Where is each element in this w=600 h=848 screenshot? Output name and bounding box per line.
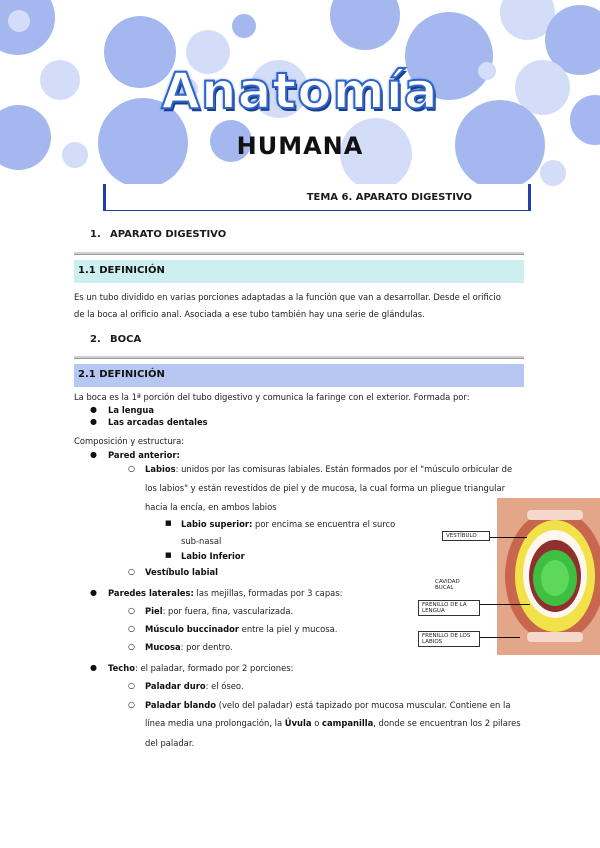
section-number: 1. bbox=[90, 229, 101, 240]
pointer-line bbox=[480, 604, 530, 605]
list-item: La lengua bbox=[108, 405, 155, 415]
list-item: Paredes laterales: las mejillas, formadas por 3 capas: bbox=[108, 588, 343, 598]
bullet-circle: ○ bbox=[128, 464, 135, 473]
document-title: Anatomía bbox=[161, 62, 439, 120]
section-title: BOCA bbox=[110, 334, 142, 345]
bullet-circle: ○ bbox=[128, 700, 135, 709]
divider bbox=[74, 356, 524, 359]
bullet-circle: ○ bbox=[128, 606, 135, 615]
list-item: Labio Inferior bbox=[181, 551, 245, 561]
list-item-continuation: sub-nasal bbox=[181, 536, 222, 546]
bullet-dot: ● bbox=[90, 450, 97, 459]
subsection-bar-2-1 bbox=[74, 364, 524, 387]
list-item: Labios: unidos por las comisuras labiales. Están formados por el "músculo orbicular de bbox=[145, 464, 513, 474]
figure-label-frenillo-lengua: FRENILLO DE LA LENGUA bbox=[418, 600, 480, 616]
list-item: Techo: el paladar, formado por 2 porciones: bbox=[108, 663, 294, 673]
composicion-label: Composición y estructura: bbox=[74, 436, 185, 446]
section-title: APARATO DIGESTIVO bbox=[110, 229, 227, 240]
list-item: Paladar duro: el óseo. bbox=[145, 681, 244, 691]
bullet-circle: ○ bbox=[128, 642, 135, 651]
bubble bbox=[330, 0, 400, 50]
pointer-line bbox=[480, 637, 520, 638]
bullet-square: ■ bbox=[165, 519, 172, 527]
list-item-continuation: los labios" y están revestidos de piel y de mucosa, la cual forma un pliegue triangular bbox=[145, 483, 506, 493]
paragraph-line: de la boca al orificio anal. Asociada a ese tubo también hay una serie de glándulas. bbox=[74, 309, 425, 319]
figure-label-frenillo-labios: FRENILLO DE LOS LABIOS bbox=[418, 631, 480, 647]
bullet-dot: ● bbox=[90, 417, 97, 426]
section-number: 2. bbox=[90, 334, 101, 345]
bubble bbox=[232, 14, 256, 38]
list-item: Labio superior: por encima se encuentra el surco bbox=[181, 519, 396, 529]
section-heading-1 bbox=[90, 229, 226, 240]
list-item-continuation: hacia la encía, en ambos labios bbox=[145, 502, 277, 512]
subsection-bar-1-1 bbox=[74, 260, 524, 283]
figure-label-vestibulo: VESTÍBULO bbox=[442, 531, 490, 541]
list-item-continuation: línea media una prolongación, la Úvula o campanilla, donde se encuentran los 2 pilares bbox=[145, 718, 521, 728]
bullet-dot: ● bbox=[90, 588, 97, 597]
list-item: Pared anterior: bbox=[108, 450, 180, 460]
bullet-square: ■ bbox=[165, 551, 172, 559]
bullet-circle: ○ bbox=[128, 624, 135, 633]
list-item: Piel: por fuera, fina, vascularizada. bbox=[145, 606, 294, 616]
list-item-continuation: del paladar. bbox=[145, 738, 195, 748]
bullet-dot: ● bbox=[90, 663, 97, 672]
paragraph-line: Es un tubo dividido en varias porciones adaptadas a la función que van a desarrollar. Desde el orificio bbox=[74, 292, 501, 302]
figure-label-cavidad: CAVIDAD BUCAL bbox=[432, 578, 476, 592]
tema-heading: TEMA 6. APARATO DIGESTIVO bbox=[306, 192, 472, 203]
section-heading-2 bbox=[90, 334, 141, 345]
bullet-circle: ○ bbox=[128, 681, 135, 690]
mouth-anatomy-image bbox=[497, 498, 600, 655]
document-subtitle: HUMANA bbox=[236, 132, 364, 160]
pointer-line bbox=[487, 537, 527, 538]
list-item: Músculo buccinador entre la piel y mucosa. bbox=[145, 624, 338, 634]
divider bbox=[74, 252, 524, 255]
list-item: Vestíbulo labial bbox=[145, 567, 218, 577]
list-item: Paladar blando (velo del paladar) está tapizado por mucosa muscular. Contiene en la bbox=[145, 700, 511, 710]
list-item: Mucosa: por dentro. bbox=[145, 642, 233, 652]
subsection-title: 1.1 DEFINICIÓN bbox=[78, 265, 165, 276]
subsection-title: 2.1 DEFINICIÓN bbox=[78, 369, 165, 380]
bubble bbox=[8, 10, 30, 32]
bullet-dot: ● bbox=[90, 405, 97, 414]
list-item: Las arcadas dentales bbox=[108, 417, 208, 427]
mouth-illustration bbox=[497, 498, 600, 655]
bullet-circle: ○ bbox=[128, 567, 135, 576]
paragraph-line: La boca es la 1ª porción del tubo digestivo y comunica la faringe con el exterior. Formada por: bbox=[74, 392, 470, 402]
bubble bbox=[540, 160, 566, 186]
